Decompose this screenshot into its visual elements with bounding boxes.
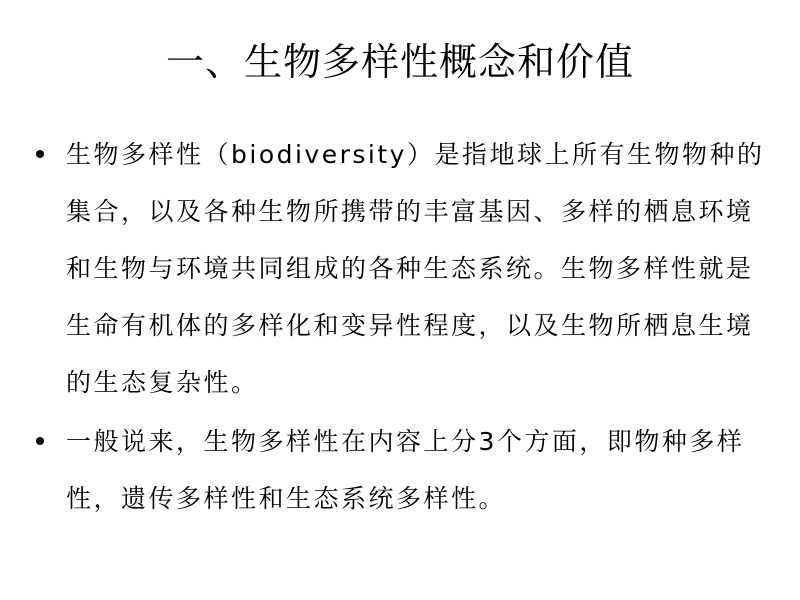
- bullet-item-definition: [32, 126, 772, 411]
- bullet-icon: [36, 150, 44, 158]
- bullet-list: [32, 126, 772, 529]
- bullet-text: 一般说来，生物多样性在内容上分3个方面，即物种多样性，遗传多样性和生态系统多样性。: [66, 427, 745, 513]
- bullet-text: 生物多样性（biodiversity）是指地球上所有生物物种的集合，以及各种生物所携带的丰富基因、多样的栖息环境和生物与环境共同组成的各种生态系统。生物多样性就是生命有机体的多样化和变异性程度，以及生物所栖息生境的生态复杂性。: [66, 140, 765, 397]
- slide-title: 一、生物多样性概念和价值: [165, 40, 634, 84]
- bullet-item-aspects: [32, 413, 772, 527]
- bullet-icon: [36, 437, 44, 445]
